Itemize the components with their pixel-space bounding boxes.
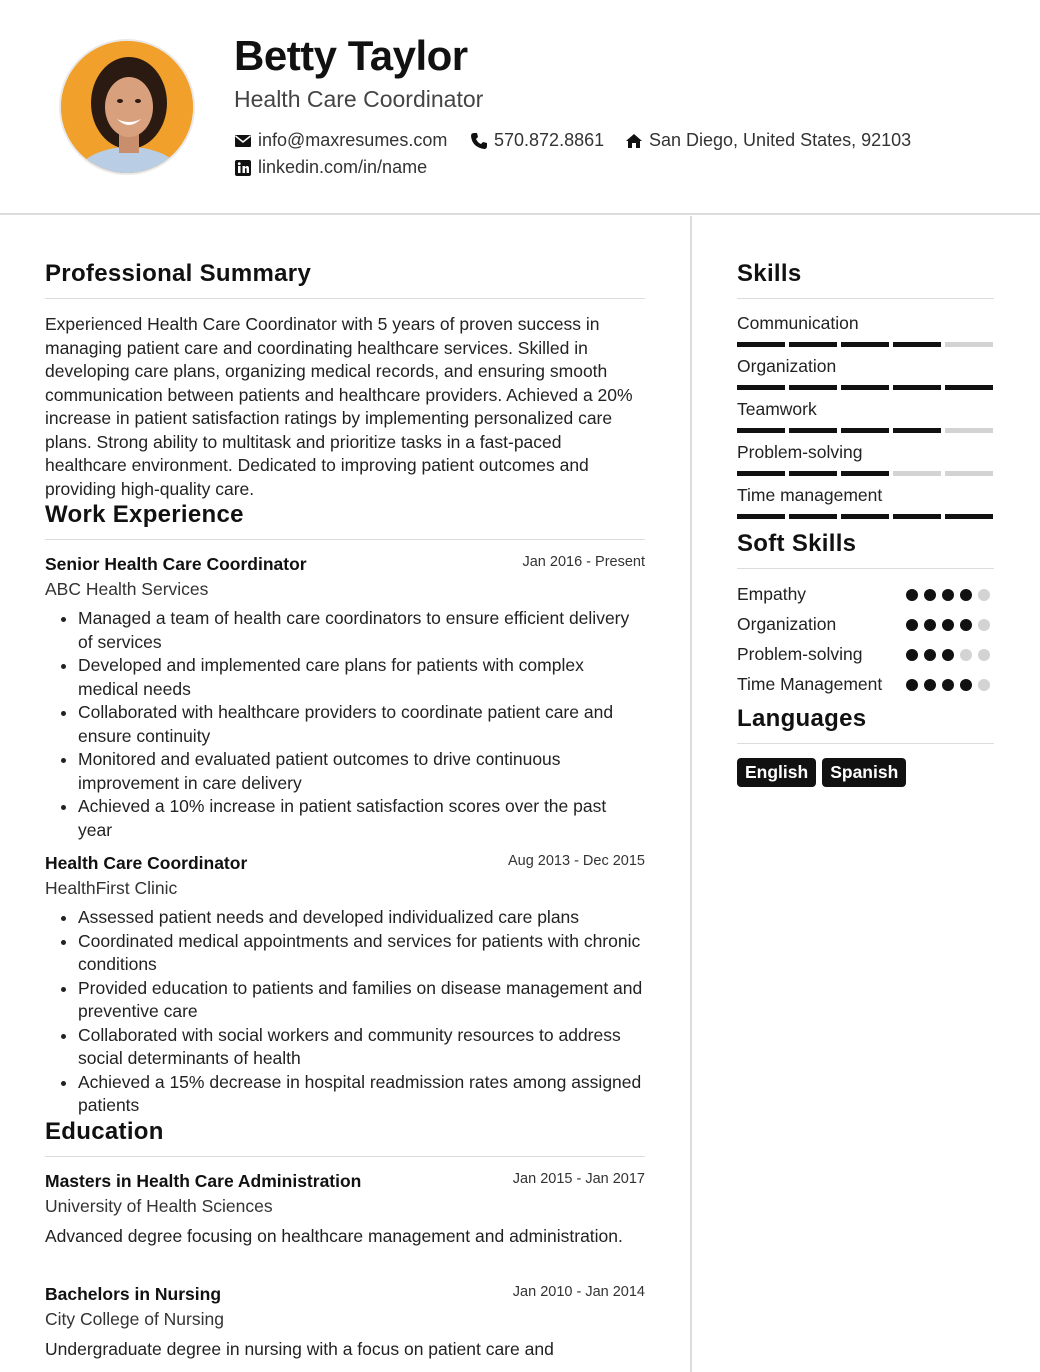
- rating-dot: [978, 679, 990, 691]
- rating-dot: [942, 679, 954, 691]
- skill-name: Organization: [737, 356, 837, 376]
- degree-title: Masters in Health Care Administration: [45, 1170, 362, 1191]
- skill-level-bar: [737, 385, 994, 390]
- school-name: City College of Nursing: [45, 1309, 224, 1329]
- rating-dot: [978, 589, 990, 601]
- skill-level-segment: [893, 514, 941, 519]
- bullet-item: • Achieved a 10% increase in patient satisfaction scores over the past year: [78, 795, 645, 842]
- skill-level-segment: [945, 342, 993, 347]
- job-bullets: [45, 607, 645, 842]
- rating-dot: [906, 619, 918, 631]
- skill-name: Time management: [737, 485, 883, 505]
- rating-dot: [906, 679, 918, 691]
- skill-level-segment: [893, 428, 941, 433]
- skill-item: [737, 485, 994, 528]
- email-text: info@maxresumes.com: [258, 130, 448, 150]
- job-title: Health Care Coordinator: [45, 853, 248, 873]
- education-date: Jan 2015 - Jan 2017: [512, 1170, 645, 1187]
- rating-dot: [978, 649, 990, 661]
- skill-level-segment: [737, 342, 785, 347]
- job-date: Jan 2016 - Present: [522, 554, 645, 570]
- skill-level-segment: [789, 342, 837, 347]
- rating-dot: [942, 589, 954, 601]
- soft-skills-heading: Soft Skills: [737, 530, 994, 569]
- skill-item: [737, 399, 994, 442]
- bullet-item: • Monitored and evaluated patient outcomes to drive continuous improvement in care delivery: [78, 748, 645, 795]
- skill-name: Communication: [737, 313, 859, 333]
- envelope-icon: [234, 132, 252, 150]
- rating-dot: [960, 679, 972, 691]
- skill-level-segment: [737, 385, 785, 390]
- candidate-name: Betty Taylor: [234, 32, 468, 79]
- degree-title: Bachelors in Nursing: [45, 1284, 222, 1304]
- location-text: San Diego, United States, 92103: [649, 130, 912, 150]
- skill-level-segment: [737, 471, 785, 476]
- skill-level-segment: [945, 514, 993, 519]
- job-date: Aug 2013 - Dec 2015: [507, 853, 645, 869]
- skill-level-segment: [841, 428, 889, 433]
- skill-level-segment: [945, 385, 993, 390]
- bullet-item: • Coordinated medical appointments and services for patients with chronic conditions: [78, 930, 645, 977]
- summary-text: Experienced Health Care Coordinator with 5 years of proven success in managing patient care and coordinating healthcare services. Skilled in developing care plans, organizing medical records, and ensuring smooth communication between patients and healthcare providers. Achieved a 20% increase in patient satisfaction ratings by implementing personalized care plans. Strong ability to multitask and prioritize tasks in a fast-paced healthcare environment. Dedicated to improving patient outcomes and providing high-quality care.: [45, 314, 633, 499]
- skill-level-bar: [737, 471, 994, 476]
- soft-skill-name: Problem-solving: [737, 644, 863, 664]
- soft-skill-name: Organization: [737, 614, 837, 634]
- skill-level-segment: [789, 471, 837, 476]
- skill-name: Teamwork: [737, 399, 817, 419]
- rating-dot: [924, 679, 936, 691]
- education-entry: [45, 1171, 645, 1249]
- skill-level-bar: [737, 514, 994, 519]
- skill-item: [737, 313, 994, 356]
- sidebar-column: [737, 216, 994, 787]
- job-title: Senior Health Care Coordinator: [45, 554, 307, 574]
- soft-skill-dots: [906, 649, 990, 661]
- rating-dot: [960, 619, 972, 631]
- skill-level-segment: [737, 428, 785, 433]
- resume-header: [0, 0, 1040, 215]
- skill-item: [737, 442, 994, 485]
- soft-skill-name: Empathy: [737, 584, 807, 604]
- job-entry: [45, 853, 645, 1118]
- contact-email[interactable]: [234, 130, 447, 151]
- skill-item: [737, 356, 994, 399]
- rating-dot: [906, 649, 918, 661]
- phone-text: 570.872.8861: [494, 130, 605, 150]
- school-name: University of Health Sciences: [45, 1195, 273, 1216]
- bullet-item: • Managed a team of health care coordinators to ensure efficient delivery of services: [78, 607, 645, 654]
- rating-dot: [978, 619, 990, 631]
- bullet-item: • Provided education to patients and families on disease management and preventive care: [78, 977, 645, 1024]
- language-badge: Spanish: [822, 758, 906, 787]
- bullet-item: • Assessed patient needs and developed individualized care plans: [78, 906, 645, 930]
- linkedin-text: linkedin.com/in/name: [258, 157, 428, 177]
- soft-skill-dots: [906, 589, 990, 601]
- bullet-item: • Achieved a 15% decrease in hospital readmission rates among assigned patients: [78, 1071, 645, 1118]
- soft-skill-item: [737, 613, 994, 643]
- soft-skill-name: Time Management: [737, 674, 883, 694]
- education-date: Jan 2010 - Jan 2014: [512, 1284, 645, 1300]
- contact-linkedin[interactable]: [234, 157, 427, 178]
- soft-skill-item: [737, 673, 994, 703]
- contact-phone[interactable]: [470, 130, 604, 151]
- job-organization: ABC Health Services: [45, 579, 209, 599]
- rating-dot: [924, 589, 936, 601]
- soft-skill-dots: [906, 679, 990, 691]
- profile-photo: [59, 39, 195, 175]
- soft-skill-item: [737, 583, 994, 613]
- skill-level-segment: [893, 471, 941, 476]
- skill-level-segment: [737, 514, 785, 519]
- education-description: Undergraduate degree in nursing with a focus on patient care and: [45, 1339, 554, 1359]
- languages-heading: Languages: [737, 705, 994, 744]
- phone-icon: [470, 132, 488, 150]
- column-divider: [690, 216, 692, 1372]
- bullet-item: • Collaborated with healthcare providers to coordinate patient care and ensure continuity: [78, 701, 645, 748]
- rating-dot: [906, 589, 918, 601]
- skill-level-segment: [841, 385, 889, 390]
- skill-level-segment: [841, 471, 889, 476]
- skill-level-segment: [945, 428, 993, 433]
- bullet-item: • Collaborated with social workers and community resources to address social determinants of health: [78, 1024, 645, 1071]
- skills-heading: Skills: [737, 260, 994, 299]
- skill-level-segment: [841, 342, 889, 347]
- job-entry: [45, 554, 645, 842]
- job-bullets: [45, 906, 645, 1118]
- skill-level-bar: [737, 428, 994, 433]
- home-icon: [625, 132, 643, 150]
- education-entry: [45, 1284, 645, 1362]
- summary-heading: Professional Summary: [45, 260, 645, 299]
- experience-heading: Work Experience: [45, 501, 645, 540]
- skill-level-segment: [789, 428, 837, 433]
- skill-level-segment: [893, 385, 941, 390]
- languages-list: [737, 758, 994, 787]
- education-description: Advanced degree focusing on healthcare management and administration.: [45, 1225, 623, 1246]
- candidate-title: Health Care Coordinator: [234, 86, 484, 112]
- rating-dot: [942, 619, 954, 631]
- main-column: [45, 216, 645, 1362]
- skill-level-bar: [737, 342, 994, 347]
- bullet-item: • Developed and implemented care plans for patients with complex medical needs: [78, 654, 645, 701]
- soft-skill-item: [737, 643, 994, 673]
- rating-dot: [942, 649, 954, 661]
- rating-dot: [924, 649, 936, 661]
- soft-skill-dots: [906, 619, 990, 631]
- skills-list: [737, 313, 994, 528]
- skill-level-segment: [945, 471, 993, 476]
- education-heading: Education: [45, 1118, 645, 1157]
- language-badge: English: [737, 758, 816, 787]
- rating-dot: [924, 619, 936, 631]
- rating-dot: [960, 589, 972, 601]
- job-organization: HealthFirst Clinic: [45, 878, 178, 898]
- contact-location: [625, 130, 911, 151]
- rating-dot: [960, 649, 972, 661]
- skill-level-segment: [841, 514, 889, 519]
- soft-skills-list: [737, 583, 994, 703]
- linkedin-icon: [234, 159, 252, 177]
- skill-level-segment: [893, 342, 941, 347]
- skill-level-segment: [789, 514, 837, 519]
- skill-name: Problem-solving: [737, 442, 863, 462]
- skill-level-segment: [789, 385, 837, 390]
